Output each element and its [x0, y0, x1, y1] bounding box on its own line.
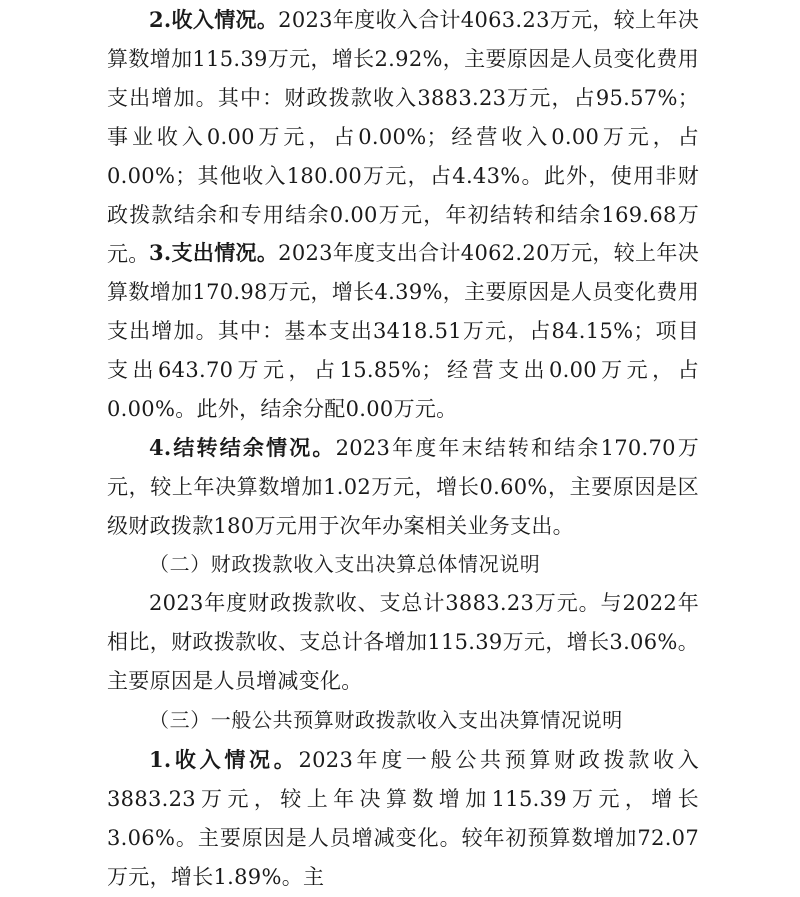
general-income-paragraph — [107, 740, 699, 897]
general-income-text: 2023年度一般公共预算财政拨款收入3883.23万元，较上年决算数增加115.39万元，增长3.06%。主要原因是人员增减变化。较年初预算数增加72.07万元，增长1.89%。主 — [107, 748, 699, 889]
income-title: 2.收入情况。 — [149, 7, 279, 32]
general-income-title: 1.收入情况。 — [149, 747, 299, 772]
income-text: 2023年度收入合计4063.23万元，较上年决算数增加115.39万元，增长2.92%，主要原因是人员变化费用支出增加。其中：财政拨款收入3883.23万元，占95.57%；事业收入0.00万元，占0.00%；经营收入0.00万元，占0.00%；其他收入180.00万元，占4.43%。此外，使用非财政拨款结余和专用结余0.00万元，年初结转和结余169.68万元。 — [107, 8, 699, 266]
expense-paragraph — [107, 233, 699, 429]
fiscal-paragraph: 2023年度财政拨款收、支总计3883.23万元。与2022年相比，财政拨款收、支总计各增加115.39万元，增长3.06%。主要原因是人员增减变化。 — [107, 591, 699, 693]
expense-title: 3.支出情况。 — [149, 240, 279, 265]
expense-text: 2023年度支出合计4062.20万元，较上年决算数增加170.98万元，增长4.39%，主要原因是人员变化费用支出增加。其中：基本支出3418.51万元，占84.15%；项目支出643.70万元，占15.85%；经营支出0.00万元，占0.00%。此外，结余分配0.00万元。 — [107, 241, 699, 421]
general-budget-section-heading: （三）一般公共预算财政拨款收入支出决算情况说明 — [149, 708, 623, 732]
carryover-text: 2023年度年末结转和结余170.70万元，较上年决算数增加1.02万元，增长0.60%，主要原因是区级财政拨款180万元用于次年办案相关业务支出。 — [107, 436, 700, 538]
carryover-paragraph — [107, 428, 699, 546]
carryover-title: 4.结转结余情况。 — [149, 435, 336, 460]
fiscal-section-heading: （二）财政拨款收入支出决算总体情况说明 — [149, 552, 541, 576]
